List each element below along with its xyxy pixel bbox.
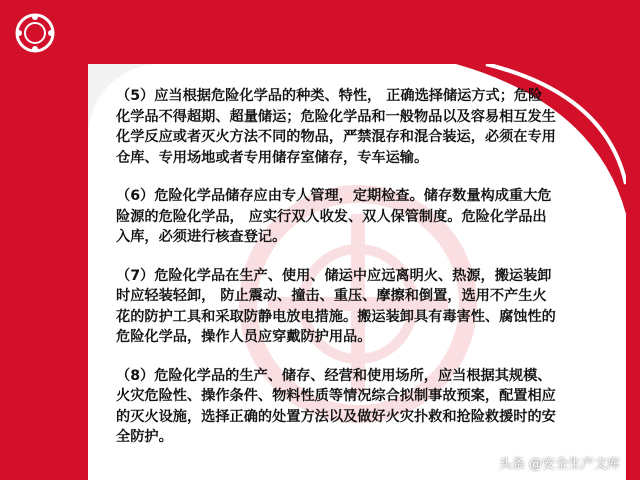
right-red-band [626, 0, 640, 480]
source-watermark: 头条 @安全生产文库 [498, 457, 620, 472]
rules-text [116, 86, 556, 466]
paragraph-5: （5）应当根据危险化学品的种类、特性， 正确选择储运方式；危险化学品不得超期、超量储运；危险化学品和一般物品以及容易相互发生化学反应或者灭火方法不同的物品，严禁混存和混合装运，必须在专用仓库、专用场地或者专用储存室储存，专车运输。 [116, 88, 556, 166]
top-red-band [0, 0, 640, 64]
paragraph-8: （8）危险化学品的生产、储存、经营和使用场所，应当根据其规模、火灾危险性、操作条件、物料性质等情况综合拟制事故预案，配置相应的灭火设施，选择正确的处置方法以及做好火灾扑救和抢险救援时的安全防护。 [116, 367, 556, 445]
paragraph-7: （7）危险化学品在生产、使用、储运中应远离明火、热源，搬运装卸时应轻装轻卸， 防止震动、撞击、重压、摩擦和倒置，选用不产生火花的防护工具和采取防静电放电措施。搬运装卸具有毒害性、腐蚀性的危险化学品，操作人员应穿戴防护用品。 [116, 267, 556, 345]
ornament-circle-icon [14, 12, 56, 54]
left-red-band [0, 0, 88, 480]
paragraph-6: （6）危险化学品储存应由专人管理，定期检查。储存数量构成重大危险源的危险化学品， 应实行双人收发、双人保管制度。危险化学品出入库，必须进行核查登记。 [116, 188, 552, 245]
